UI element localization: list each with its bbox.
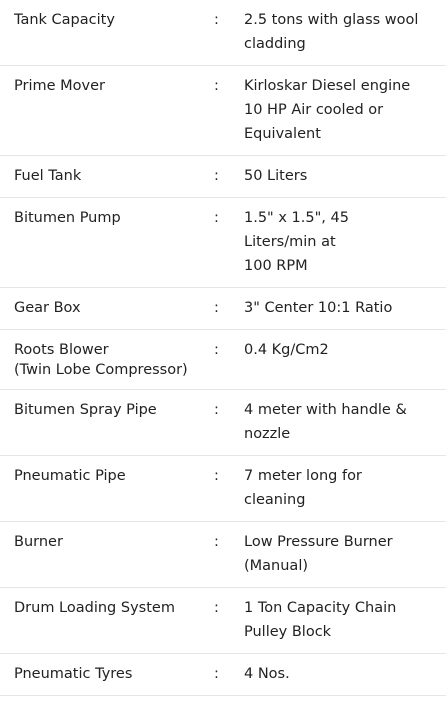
spec-value — [244, 338, 436, 362]
spec-value-line: 1.5" x 1.5", 45 — [244, 210, 349, 226]
spec-value-cell — [233, 288, 446, 330]
spec-label-cell — [0, 390, 200, 456]
spec-value-line: Equivalent — [244, 126, 321, 142]
spec-value — [244, 206, 436, 278]
spec-label-line: (Twin Lobe Compressor) — [14, 362, 188, 378]
spec-row — [0, 390, 446, 456]
spec-label-cell — [0, 288, 200, 330]
spec-label — [14, 338, 200, 380]
spec-row — [0, 330, 446, 390]
spec-value-line: 3" Center 10:1 Ratio — [244, 300, 393, 316]
spec-value-cell — [233, 156, 446, 198]
spec-label-line: Prime Mover — [14, 78, 105, 94]
spec-value — [244, 74, 436, 146]
spec-label-cell — [0, 66, 200, 156]
spec-label — [14, 206, 200, 228]
spec-value — [244, 164, 436, 188]
spec-label-line: Pneumatic Pipe — [14, 468, 126, 484]
spec-label-line: Burner — [14, 534, 63, 550]
spec-value — [244, 530, 436, 578]
spec-row — [0, 66, 446, 156]
spec-separator: : — [214, 402, 219, 418]
spec-label-line: Drum Loading System — [14, 600, 175, 616]
spec-row — [0, 288, 446, 330]
spec-row — [0, 156, 446, 198]
spec-label — [14, 398, 200, 420]
spec-label-cell — [0, 156, 200, 198]
spec-value — [244, 8, 436, 56]
spec-label-cell — [0, 0, 200, 66]
spec-separator: : — [214, 666, 219, 682]
spec-value-cell — [233, 522, 446, 588]
spec-label — [14, 596, 200, 618]
spec-label-cell — [0, 654, 200, 696]
spec-value-cell — [233, 66, 446, 156]
spec-value — [244, 464, 436, 512]
spec-value — [244, 398, 436, 446]
spec-value-cell — [233, 588, 446, 654]
spec-value-line: (Manual) — [244, 558, 309, 574]
spec-row — [0, 588, 446, 654]
spec-separator: : — [214, 168, 219, 184]
spec-value-line: cleaning — [244, 492, 306, 508]
spec-value-line: 0.4 Kg/Cm2 — [244, 342, 329, 358]
spec-value-cell — [233, 456, 446, 522]
spec-row — [0, 654, 446, 696]
spec-value-line: 7 meter long for — [244, 468, 362, 484]
spec-value-cell — [233, 198, 446, 288]
spec-row — [0, 0, 446, 66]
spec-separator: : — [214, 468, 219, 484]
spec-value-line: Liters/min at — [244, 234, 336, 250]
spec-separator: : — [214, 78, 219, 94]
spec-value-line: 50 Liters — [244, 168, 308, 184]
spec-value-cell — [233, 390, 446, 456]
spec-row — [0, 198, 446, 288]
spec-label-cell — [0, 522, 200, 588]
spec-label-line: Gear Box — [14, 300, 81, 316]
spec-separator: : — [214, 300, 219, 316]
spec-label — [14, 662, 200, 684]
spec-row — [0, 522, 446, 588]
spec-label-line: Fuel Tank — [14, 168, 82, 184]
spec-separator: : — [214, 210, 219, 226]
spec-label — [14, 164, 200, 186]
spec-separator: : — [214, 12, 219, 28]
spec-value-cell — [233, 330, 446, 390]
spec-label-cell — [0, 588, 200, 654]
spec-value — [244, 662, 436, 686]
spec-value-line: 2.5 tons with glass wool — [244, 12, 419, 28]
spec-value-line: 100 RPM — [244, 258, 308, 274]
spec-value-line: Kirloskar Diesel engine — [244, 78, 411, 94]
spec-label — [14, 74, 200, 96]
spec-separator: : — [214, 534, 219, 550]
spec-value — [244, 296, 436, 320]
spec-value-line: 4 meter with handle & — [244, 402, 407, 418]
spec-label-cell — [0, 330, 200, 390]
spec-value-line: 10 HP Air cooled or — [244, 102, 384, 118]
spec-value-line: cladding — [244, 36, 306, 52]
spec-label — [14, 296, 200, 318]
spec-value-line: nozzle — [244, 426, 291, 442]
spec-label-line: Bitumen Pump — [14, 210, 121, 226]
spec-row — [0, 456, 446, 522]
spec-value-line: Pulley Block — [244, 624, 332, 640]
spec-label-cell — [0, 198, 200, 288]
spec-label — [14, 530, 200, 552]
spec-label-line: Roots Blower — [14, 342, 109, 358]
spec-separator: : — [214, 600, 219, 616]
spec-label — [14, 464, 200, 486]
spec-label-cell — [0, 456, 200, 522]
spec-value-line: Low Pressure Burner — [244, 534, 393, 550]
spec-label-line: Bitumen Spray Pipe — [14, 402, 157, 418]
spec-separator: : — [214, 342, 219, 358]
spec-value-line: 1 Ton Capacity Chain — [244, 600, 397, 616]
spec-label-line: Pneumatic Tyres — [14, 666, 133, 682]
spec-value-line: 4 Nos. — [244, 666, 290, 682]
spec-value-cell — [233, 654, 446, 696]
spec-value — [244, 596, 436, 644]
spec-value-cell — [233, 0, 446, 66]
spec-label — [14, 8, 200, 30]
spec-label-line: Tank Capacity — [14, 12, 115, 28]
